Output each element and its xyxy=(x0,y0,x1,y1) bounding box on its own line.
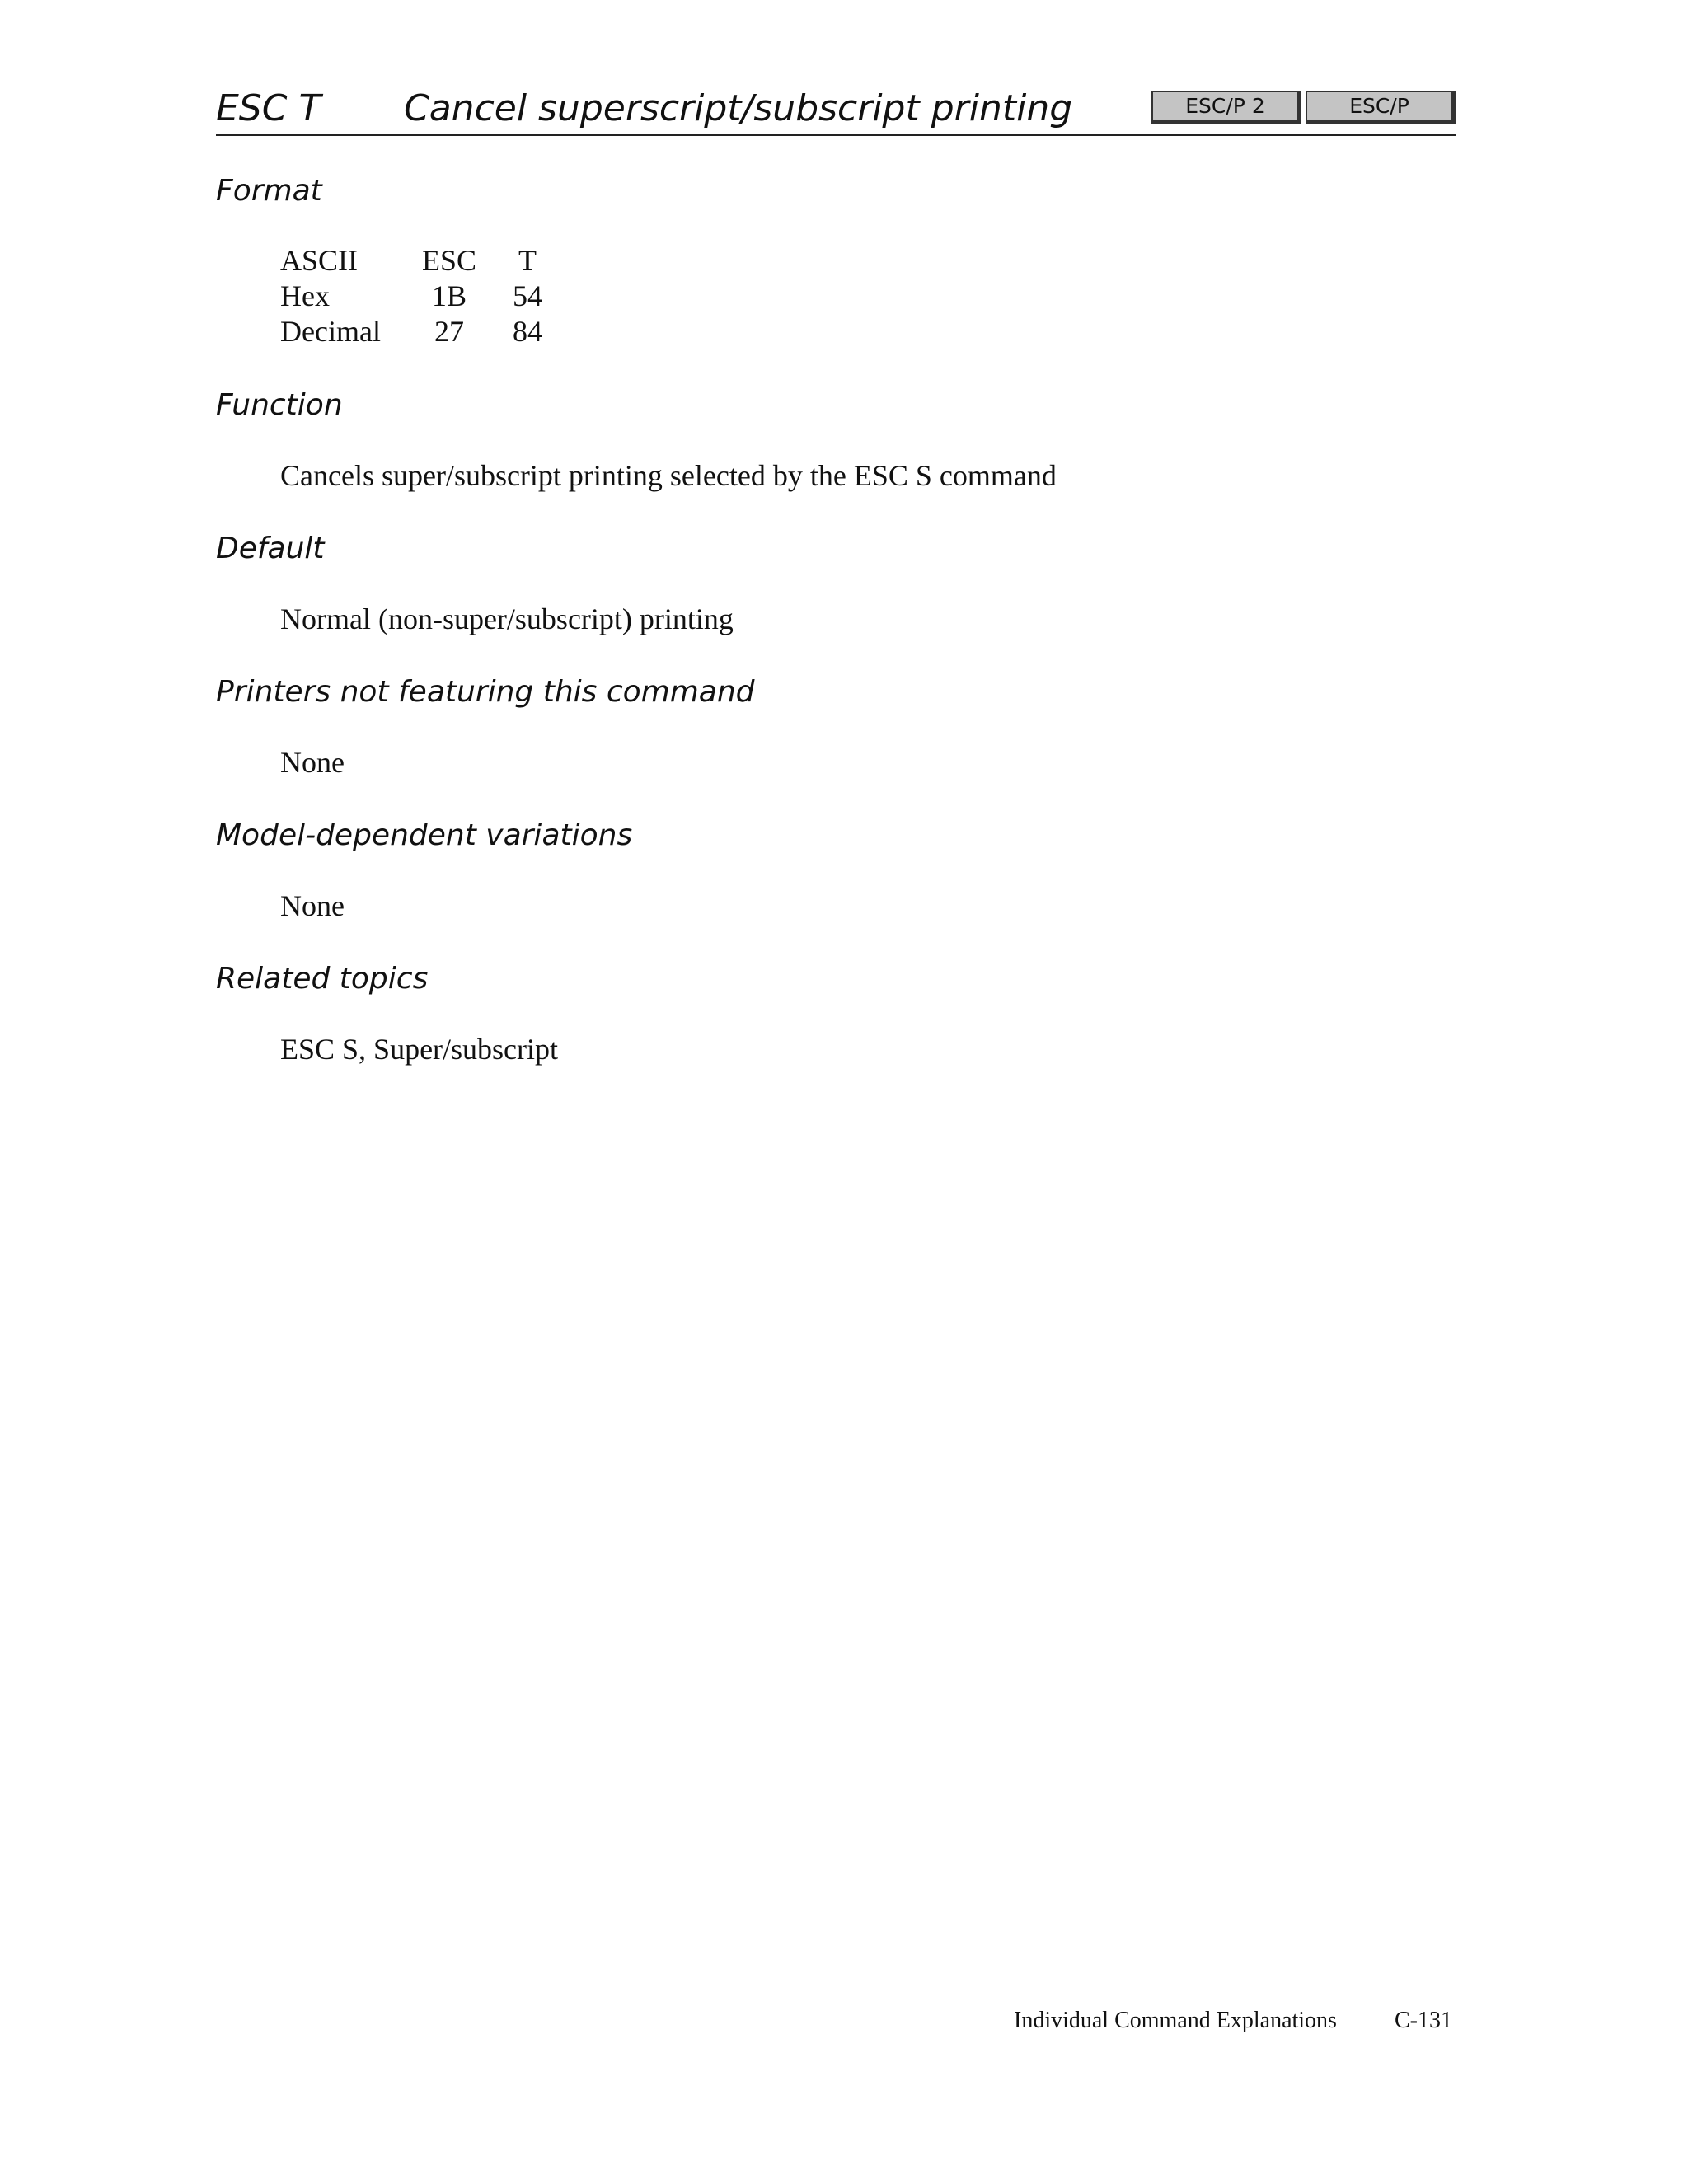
format-label: Decimal xyxy=(280,315,381,348)
format-value-1: ESC xyxy=(421,244,477,277)
model-variations-heading: Model-dependent variations xyxy=(216,818,633,852)
model-variations-text: None xyxy=(280,889,345,922)
related-topics-text: ESC S, Super/subscript xyxy=(280,1033,559,1066)
page-title: Cancel superscript/subscript printing xyxy=(404,87,1073,129)
footer-title: Individual Command Explanations xyxy=(1014,2008,1337,2033)
page-number: C-131 xyxy=(1395,2008,1452,2033)
format-row-ascii xyxy=(280,246,610,282)
format-row-hex xyxy=(280,281,610,317)
format-value-2: 54 xyxy=(513,279,542,312)
command-name: ESC T xyxy=(216,87,321,129)
default-heading: Default xyxy=(216,532,325,565)
format-value-1: 1B xyxy=(431,279,467,312)
function-text: Cancels super/subscript printing selected by the ESC S command xyxy=(280,459,1057,492)
default-text: Normal (non-super/subscript) printing xyxy=(280,602,734,635)
format-label: Hex xyxy=(280,279,330,312)
function-heading: Function xyxy=(216,388,343,422)
printers-heading: Printers not featuring this command xyxy=(216,675,755,709)
tag-escp: ESC/P xyxy=(1306,91,1456,124)
format-value-2: T xyxy=(518,244,537,277)
format-value-2: 84 xyxy=(513,315,542,348)
printers-text: None xyxy=(280,746,345,779)
header-rule xyxy=(216,134,1456,136)
tag-escp2: ESC/P 2 xyxy=(1151,91,1301,124)
format-row-decimal xyxy=(280,316,610,353)
format-heading: Format xyxy=(216,174,322,208)
page-header xyxy=(216,79,1456,137)
related-topics-heading: Related topics xyxy=(216,962,429,996)
format-value-1: 27 xyxy=(434,315,464,348)
format-label: ASCII xyxy=(280,244,359,277)
